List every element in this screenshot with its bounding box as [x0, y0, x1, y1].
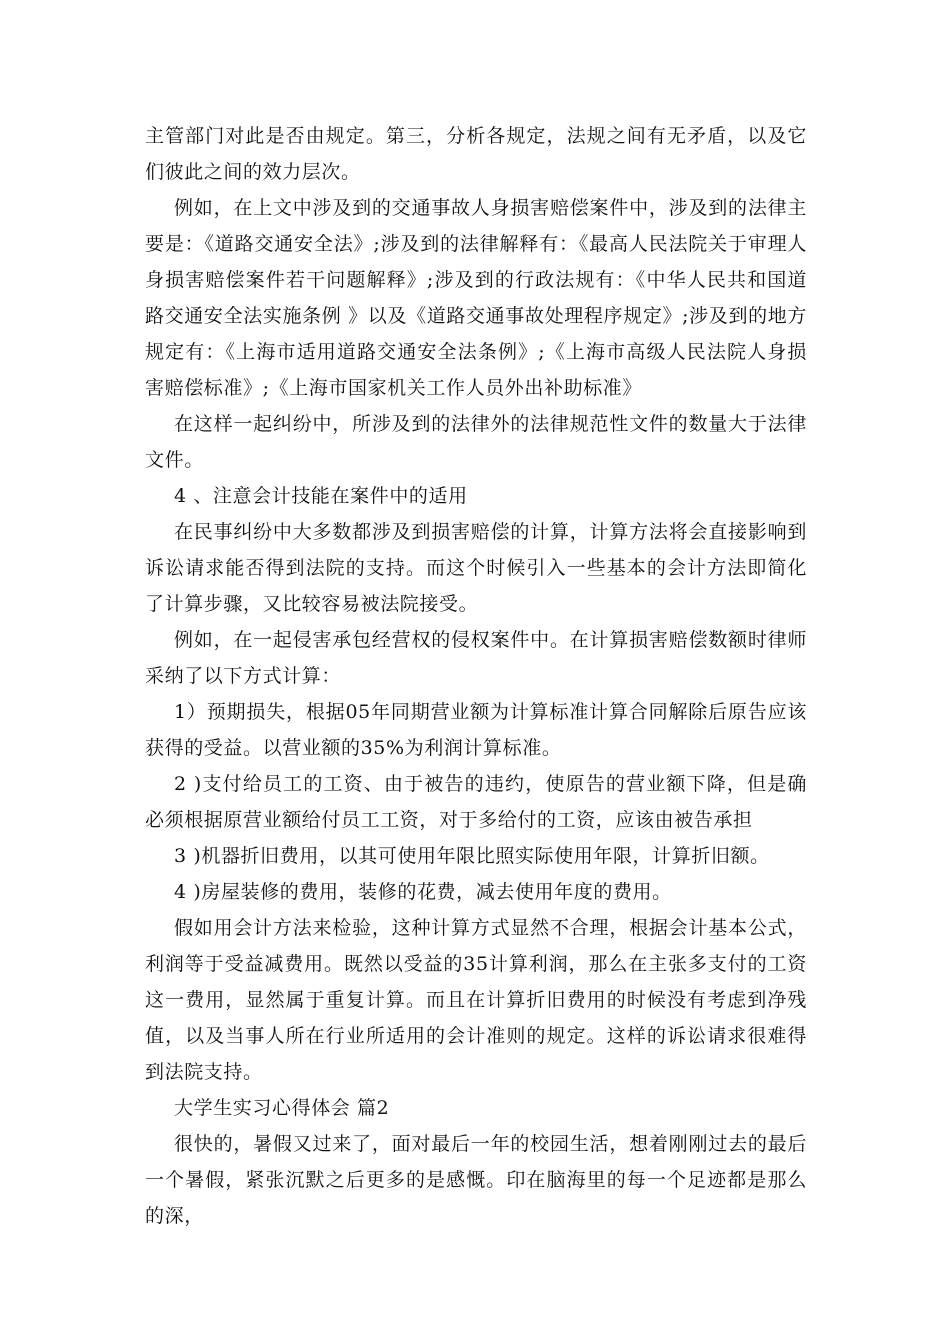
document-body [145, 118, 807, 1234]
list-item: 2 )支付给员工的工资、由于被告的违约，使原告的营业额下降，但是确必须根据原营业额给付员工工资，对于多给付的工资，应该由被告承担 [145, 773, 807, 831]
list-item: 4 )房屋装修的费用，装修的花费，减去使用年度的费用。 [174, 881, 672, 903]
list-item: 3 )机器折旧费用，以其可使用年限比照实际使用年限，计算折旧额。 [174, 845, 770, 867]
paragraph: 很快的，暑假又过来了，面对最后一年的校园生活，想着刚刚过去的最后一个暑假，紧张沉默之后更多的是感慨。印在脑海里的每一个足迹都是那么的深， [145, 1133, 807, 1227]
paragraph: 主管部门对此是否由规定。第三，分析各规定，法规之间有无矛盾，以及它们彼此之间的效力层次。 [145, 125, 807, 183]
paragraph: 在民事纠纷中大多数都涉及到损害赔偿的计算，计算方法将会直接影响到诉讼请求能否得到法院的支持。而这个时候引入一些基本的会计方法即简化了计算步骤，又比较容易被法院接受。 [145, 521, 807, 615]
list-item: 1）预期损失，根据05年同期营业额为计算标准计算合同解除后原告应该获得的受益。以营业额的35%为利润计算标准。 [145, 701, 807, 759]
paragraph: 在这样一起纠纷中，所涉及到的法律外的法律规范性文件的数量大于法律文件。 [145, 413, 807, 471]
section-heading: 4 、注意会计技能在案件中的适用 [174, 485, 468, 507]
article-title: 大学生实习心得体会 篇2 [174, 1097, 390, 1119]
paragraph: 例如，在上文中涉及到的交通事故人身损害赔偿案件中，涉及到的法律主要是：《道路交通安全法》;涉及到的法律解释有：《最高人民法院关于审理人身损害赔偿案件若干问题解释》;涉及到的行政法规有：《中华人民共和国道路交通安全法实施条例 》以及《道路交通事故处理程序规定》;涉及到的地方规定有：《上海市适用道路交通安全法条例》;《上海市高级人民法院人身损害赔偿标准》;《上海市国家机关工作人员外出补助标准》 [145, 197, 807, 399]
paragraph: 例如，在一起侵害承包经营权的侵权案件中。在计算损害赔偿数额时律师采纳了以下方式计算： [145, 629, 807, 687]
paragraph: 假如用会计方法来检验，这种计算方式显然不合理，根据会计基本公式，利润等于受益减费用。既然以受益的35计算利润，那么在主张多支付的工资这一费用，显然属于重复计算。而且在计算折旧费用的时候没有考虑到净残值，以及当事人所在行业所适用的会计准则的规定。这样的诉讼请求很难得到法院支持。 [145, 917, 807, 1083]
